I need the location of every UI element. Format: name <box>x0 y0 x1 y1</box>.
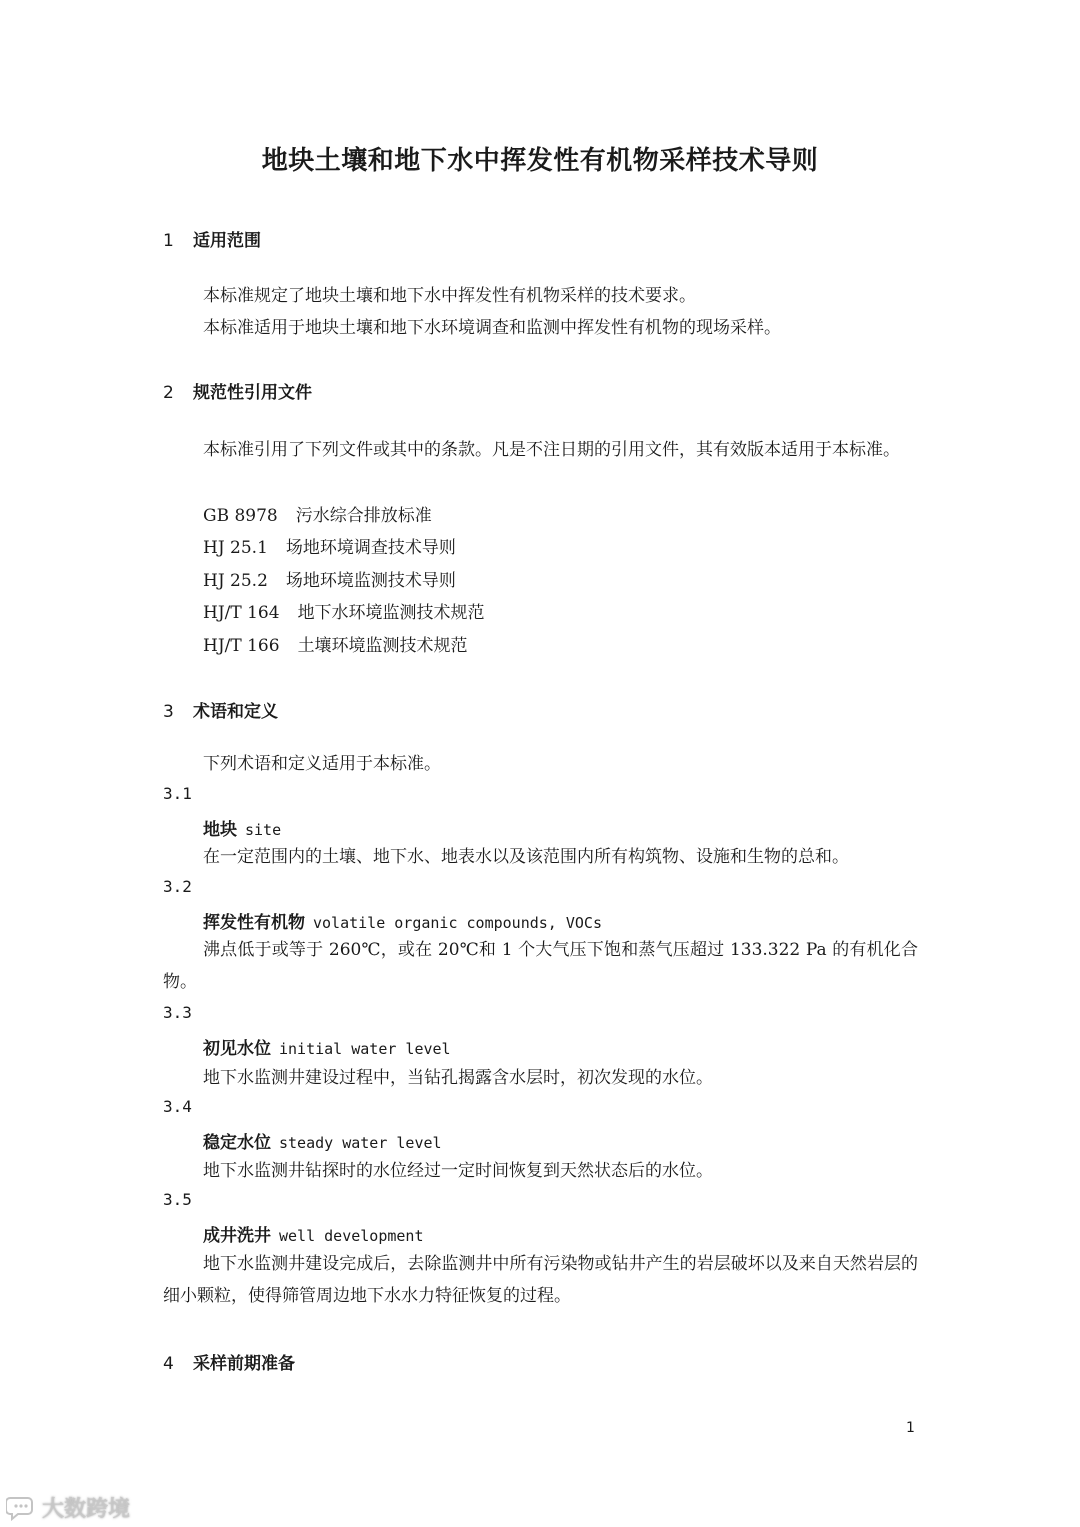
section-number: 3 <box>163 702 174 722</box>
term-definition: 在一定范围内的土壤、地下水、地表水以及该范围内所有构筑物、设施和生物的总和。 <box>203 847 849 867</box>
reference-item <box>203 532 456 564</box>
section-heading-4 <box>163 1349 295 1374</box>
term-english: initial water level <box>279 1040 451 1058</box>
reference-name: 污水综合排放标准 <box>295 506 432 526</box>
term-english: site <box>245 821 282 839</box>
section-1-paragraph-1: 本标准规定了地块土壤和地下水中挥发性有机物采样的技术要求。 <box>203 286 696 306</box>
reference-item <box>203 597 485 629</box>
reference-name: 地下水环境监测技术规范 <box>297 603 485 623</box>
reference-code: GB 8978 <box>203 506 278 526</box>
term-number: 3.4 <box>163 1097 192 1116</box>
term-definition: 地下水监测井建设完成后，去除监测井中所有污染物或钻井产生的岩层破坏以及来自天然岩层的细小颗粒，使得筛管周边地下水水力特征恢复的过程。 <box>163 1254 918 1306</box>
term-chinese: 成井洗井 <box>203 1226 271 1246</box>
term-english: well development <box>279 1227 424 1245</box>
term-number: 3.3 <box>163 1003 192 1022</box>
section-heading-3 <box>163 697 278 722</box>
term-definition: 地下水监测井钻探时的水位经过一定时间恢复到天然状态后的水位。 <box>203 1161 713 1181</box>
term-chinese: 挥发性有机物 <box>203 913 305 933</box>
reference-code: HJ 25.1 <box>203 538 268 558</box>
reference-code: HJ/T 164 <box>203 603 280 623</box>
reference-name: 场地环境监测技术导则 <box>285 571 456 591</box>
term-number: 3.5 <box>163 1190 192 1209</box>
reference-name: 土壤环境监测技术规范 <box>297 636 468 656</box>
chat-bubble-logo-icon <box>6 1495 36 1521</box>
reference-item <box>203 630 468 662</box>
term-number: 3.1 <box>163 784 192 803</box>
reference-item <box>203 565 456 597</box>
term-definition: 地下水监测井建设过程中，当钻孔揭露含水层时，初次发现的水位。 <box>203 1068 713 1088</box>
reference-code: HJ 25.2 <box>203 571 268 591</box>
reference-item <box>203 500 432 532</box>
section-number: 2 <box>163 383 174 403</box>
section-1-paragraph-2: 本标准适用于地块土壤和地下水环境调查和监测中挥发性有机物的现场采样。 <box>203 318 781 338</box>
term-name <box>203 815 281 840</box>
term-number: 3.2 <box>163 877 192 896</box>
reference-name: 场地环境调查技术导则 <box>285 538 456 558</box>
term-name <box>203 908 602 933</box>
section-3-intro: 下列术语和定义适用于本标准。 <box>203 754 441 774</box>
term-english: volatile organic compounds, VOCs <box>313 914 602 932</box>
section-title: 术语和定义 <box>193 702 278 722</box>
term-chinese: 稳定水位 <box>203 1133 271 1153</box>
section-number: 1 <box>163 231 174 251</box>
watermark <box>6 1492 130 1523</box>
watermark-text: 大数跨境 <box>42 1497 131 1522</box>
section-2-intro: 本标准引用了下列文件或其中的条款。凡是不注日期的引用文件，其有效版本适用于本标准。 <box>203 440 900 460</box>
term-chinese: 地块 <box>203 820 237 840</box>
document-title: 地块土壤和地下水中挥发性有机物采样技术导则 <box>261 146 819 176</box>
term-name <box>203 1221 424 1246</box>
section-heading-1 <box>163 226 261 251</box>
term-chinese: 初见水位 <box>203 1039 271 1059</box>
reference-code: HJ/T 166 <box>203 636 280 656</box>
section-title: 适用范围 <box>193 231 261 251</box>
page-number: 1 <box>906 1420 915 1436</box>
term-english: steady water level <box>279 1134 442 1152</box>
term-name <box>203 1034 451 1059</box>
section-title: 规范性引用文件 <box>193 383 312 403</box>
section-title: 采样前期准备 <box>193 1354 295 1374</box>
section-number: 4 <box>163 1354 174 1374</box>
section-heading-2 <box>163 378 312 403</box>
term-definition: 沸点低于或等于 260℃，或在 20℃和 1 个大气压下饱和蒸气压超过 133.322 Pa 的有机化合物。 <box>163 940 918 992</box>
term-name <box>203 1128 442 1153</box>
